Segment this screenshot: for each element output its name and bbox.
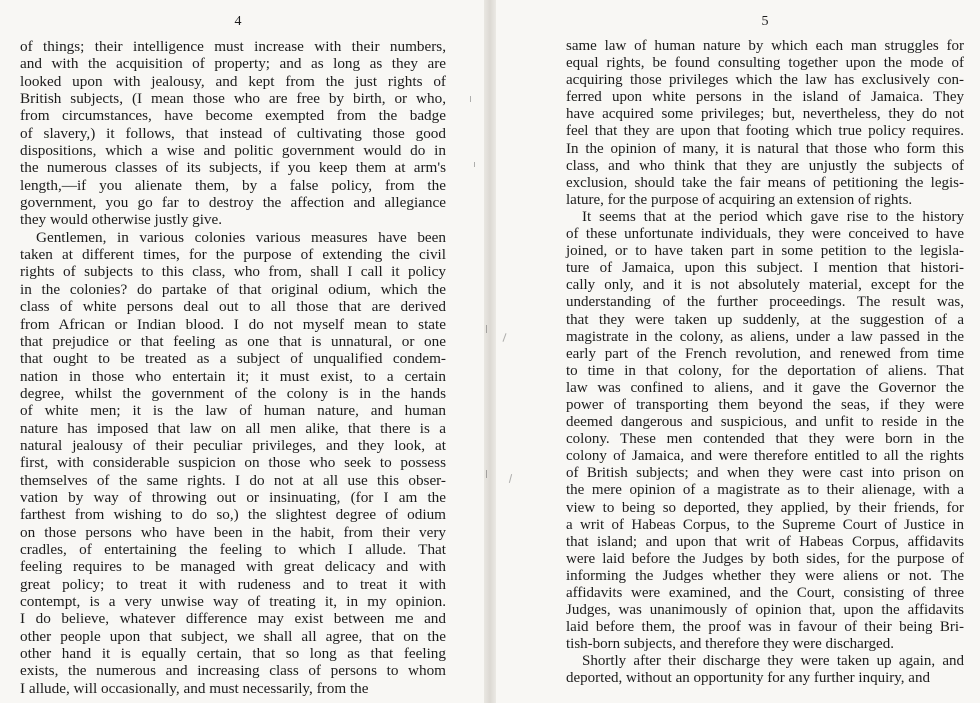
- text-line: cally only, and it is not absolutely material, except for the: [566, 277, 964, 294]
- text-line: class of white persons deal out to all those that are derived: [20, 298, 446, 316]
- text-line: ferred upon white persons in the island of Jamaica. They: [566, 89, 964, 106]
- text-line: early part of the French revolution, and renewed from time: [566, 345, 964, 362]
- text-line: the numerous classes of its subjects, if you keep them at arm's: [20, 159, 446, 177]
- text-line: from African or Indian blood. I do not myself mean to state: [20, 315, 446, 333]
- margin-mark: [474, 162, 475, 167]
- text-line: power of transporting them beyond the seas, if they were: [566, 396, 964, 413]
- text-line: exists, the numerous and increasing class of persons to whom: [20, 662, 446, 680]
- text-line: British subjects, (I mean those who are free by birth, or who,: [20, 90, 446, 108]
- text-line: were laid before the Judges by both sides, for the purpose of: [566, 550, 964, 567]
- right-page: [496, 0, 980, 703]
- text-line: affidavits were examined, and the Court, consisting of three: [566, 585, 964, 601]
- text-line: nation in those who entertain it; it must exist, to a certain: [20, 367, 446, 385]
- book-gutter: [484, 0, 496, 703]
- text-line: same law of human nature by which each man struggles for: [566, 38, 964, 54]
- text-line: themselves of the same rights. I do not at all use this obser-: [20, 471, 446, 489]
- text-line: equal rights, be found consulting together upon the mode of: [566, 55, 964, 72]
- text-line: of these unfortunate individuals, they were conceived to have: [566, 226, 964, 243]
- text-line: first, with considerable suspicion on those who seek to possess: [20, 454, 446, 472]
- text-line: Judges, was unanimously of opinion that, upon the affidavits: [566, 602, 964, 619]
- text-line: that prejudice or that feeling as one that is unnatural, or one: [20, 332, 446, 350]
- text-line: on those persons who have been in the habit, from their very: [20, 523, 446, 541]
- text-line: that island; and upon that writ of Habeas Corpus, affidavits: [566, 533, 964, 550]
- text-line: they would otherwise justly give.: [20, 211, 223, 229]
- text-line: understanding of the further proceedings. The result was,: [566, 294, 964, 311]
- text-line: informing the Judges whether they were aliens or not. The: [566, 567, 964, 584]
- page-number: 4: [234, 14, 242, 29]
- text-line: of things; their intelligence must increase with their numbers,: [20, 38, 446, 55]
- text-line: of slavery,) it follows, that instead of cultivating those good: [20, 124, 446, 142]
- text-line: farthest from wishing to do so,) the slightest degree of odium: [20, 506, 446, 524]
- text-line: of white men; it is the law of human nature, and human: [20, 402, 446, 420]
- page-text: [20, 38, 446, 697]
- text-line: class, and who think that they are unjustly the subjects of: [566, 157, 964, 174]
- left-page: [0, 0, 484, 703]
- text-line: magistrate in the colony, as aliens, under a law passed in the: [566, 328, 964, 345]
- text-line: acquiring those privileges which the law has exclusively con-: [566, 72, 964, 89]
- text-line: deported, without an opportunity for any further inquiry, and: [566, 670, 930, 687]
- text-line: Gentlemen, in various colonies various measures have been: [36, 228, 446, 246]
- text-line: Shortly after their discharge they were taken up again, and: [582, 653, 964, 670]
- text-line: view to being so deported, they applied, by their friends, for: [566, 499, 964, 516]
- text-line: rights of subjects to this class, who from, shall I call it policy: [20, 263, 446, 281]
- text-line: law was confined to aliens, and it gave the Governor the: [566, 379, 964, 396]
- text-line: ture of Jamaica, upon this subject. I mention that histori-: [566, 260, 964, 277]
- text-line: that ought to be treated as a subject of unqualified condem-: [20, 350, 446, 368]
- text-line: colony. These men contended that they were born in the: [566, 431, 964, 448]
- text-line: feeling requires to be managed with great delicacy and with: [20, 558, 446, 576]
- text-line: in the colonies? do partake of that original odium, which the: [20, 280, 446, 298]
- page-number: 5: [761, 14, 769, 29]
- text-line: taken at different times, for the purpose of extending the civil: [20, 246, 446, 264]
- text-line: cradles, of entertaining the feeling to which I allude. That: [20, 540, 446, 558]
- text-line: natural jealousy of their peculiar privileges, and they look, at: [20, 436, 446, 454]
- text-line: other people upon that subject, we shall all agree, that on the: [20, 627, 446, 645]
- text-line: I do believe, whatever difference may exist between me and: [20, 610, 446, 628]
- text-line: dispositions, which a wise and politic government would do in: [20, 142, 446, 160]
- text-line: lature, for the purpose of acquiring an extension of rights.: [566, 191, 913, 208]
- text-line: other hand it is equally certain, that so long as that feeling: [20, 645, 446, 663]
- text-line: of British subjects; and when they were cast into prison on: [566, 465, 964, 482]
- text-line: feel that they are upon that footing which true policy requires.: [566, 123, 964, 140]
- page-text: [566, 38, 964, 688]
- text-line: It seems that at the period which gave rise to the history: [582, 208, 964, 225]
- text-line: looked upon with jealousy, and kept from the just rights of: [20, 72, 446, 90]
- margin-mark: [486, 325, 487, 333]
- text-line: laid before them, the proof was in favour of their being Bri-: [566, 619, 964, 636]
- text-line: colony of Jamaica, and were therefore entitled to all the rights: [566, 448, 964, 465]
- text-line: that they were taken up suddenly, at the suggestion of a: [566, 311, 964, 328]
- margin-mark: [470, 96, 471, 102]
- text-line: government, you go far to destroy the affection and allegiance: [20, 194, 446, 212]
- text-line: from circumstances, have become exempted from the badge: [20, 107, 446, 125]
- text-line: a writ of Habeas Corpus, to the Supreme Court of Justice in: [566, 516, 964, 533]
- text-line: have acquired some privileges; but, nevertheless, they do not: [566, 106, 964, 123]
- text-line: exclusion, should take the fair means of petitioning the legis-: [566, 174, 964, 191]
- text-line: and with the acquisition of property; and as long as they are: [20, 55, 446, 73]
- text-line: In the opinion of many, it is natural that those who form this: [566, 140, 964, 157]
- text-line: the mere opinion of a magistrate as to their alienage, with a: [566, 482, 964, 499]
- text-line: tish-born subjects, and therefore they were discharged.: [566, 636, 894, 653]
- text-line: deemed dangerous and suspicious, and unfit to reside in the: [566, 414, 964, 431]
- text-line: contempt, is a very unwise way of treating it, in my opinion.: [20, 593, 446, 610]
- text-line: I allude, will occasionally, and must necessarily, from the: [20, 679, 369, 697]
- text-line: length,—if you alienate them, by a false policy, from the: [20, 176, 446, 194]
- text-line: joined, or to have taken part in some petition to the legisla-: [566, 243, 964, 260]
- text-line: degree, whilst the government of the colony is in the hands: [20, 384, 446, 402]
- text-line: to time in that colony, for the deportation of aliens. That: [566, 362, 964, 379]
- text-line: vation by way of throwing out or insinuating, (for I am the: [20, 488, 446, 506]
- margin-mark: [486, 470, 487, 478]
- text-line: great policy; to treat it with rudeness and to treat it with: [20, 575, 446, 593]
- text-line: nature has imposed that law on all men alike, that there is a: [20, 419, 446, 437]
